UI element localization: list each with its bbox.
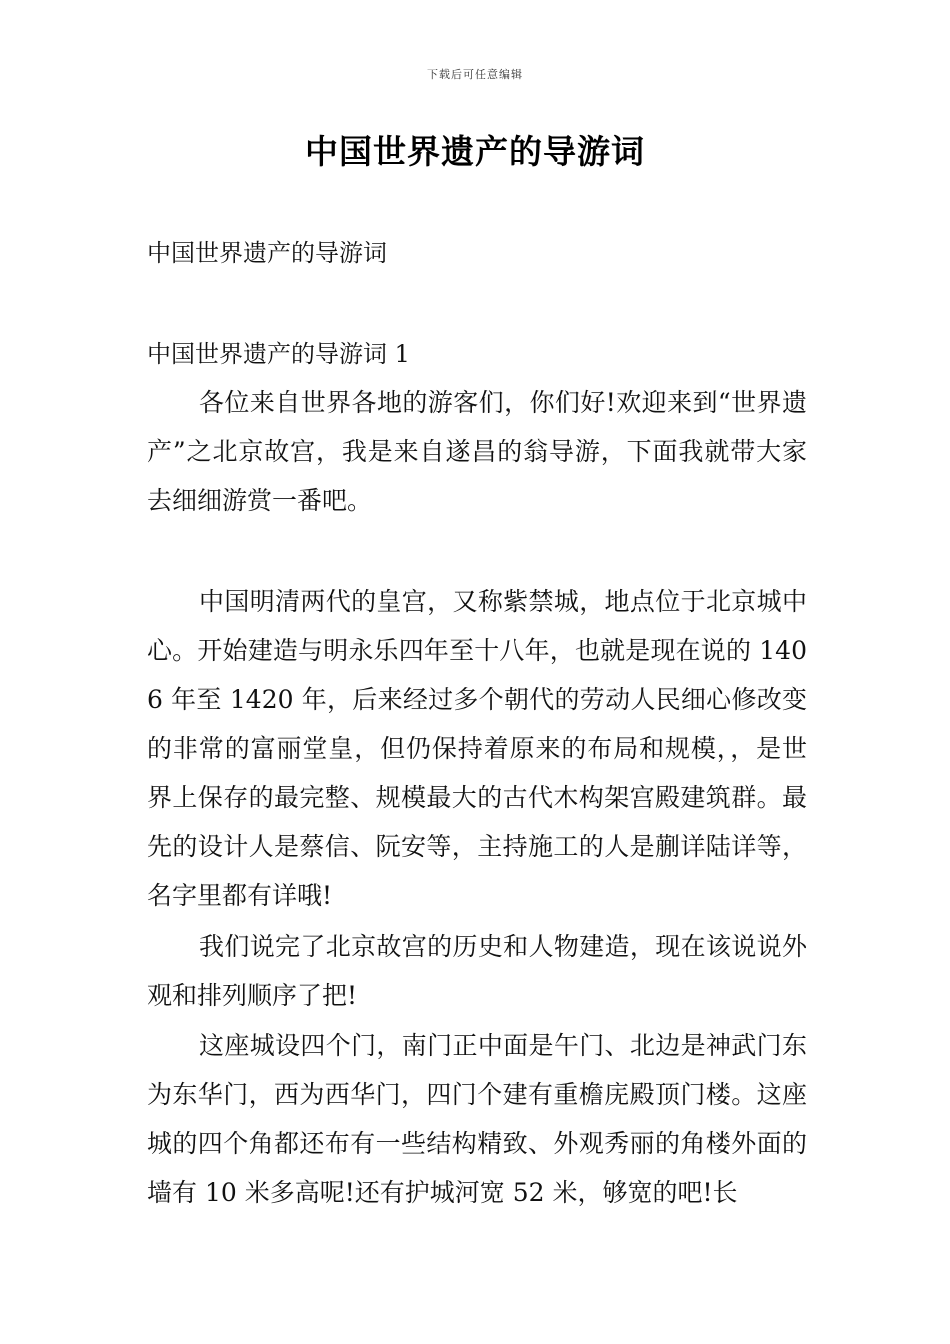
- section-heading: 中国世界遗产的导游词 1: [147, 340, 410, 368]
- paragraph-gates: 这座城设四个门，南门正中面是午门、北边是神武门东为东华门，西为西华门，四门个建有重檐庑殿顶门楼。这座城的四个角都还布有一些结构精致、外观秀丽的角楼外面的墙有 10 米多高呢!还有护城河宽 52 米，够宽的吧!长: [147, 1031, 807, 1207]
- document-title: 中国世界遗产的导游词: [305, 132, 645, 171]
- document-subtitle: 中国世界遗产的导游词: [147, 239, 387, 267]
- paragraph-welcome: 各位来自世界各地的游客们，你们好!欢迎来到“世界遗产”之北京故宫，我是来自遂昌的翁导游，下面我就带大家去细细游赏一番吧。: [147, 388, 807, 515]
- paragraph-history: 中国明清两代的皇宫，又称紫禁城，地点位于北京城中心。开始建造与明永乐四年至十八年，也就是现在说的 1406 年至 1420 年，后来经过多个朝代的劳动人民细心修改变的非常的富丽堂皇，但仍保持着原来的布局和规模，，是世界上保存的最完整、规模最大的古代木构架宫殿建筑群。最先的设计人是蔡信、阮安等，主持施工的人是蒯详陆详等，名字里都有详哦!: [147, 587, 807, 910]
- header-note: 下载后可任意编辑: [427, 68, 523, 81]
- paragraph-transition: 我们说完了北京故宫的历史和人物建造，现在该说说外观和排列顺序了把!: [147, 932, 807, 1010]
